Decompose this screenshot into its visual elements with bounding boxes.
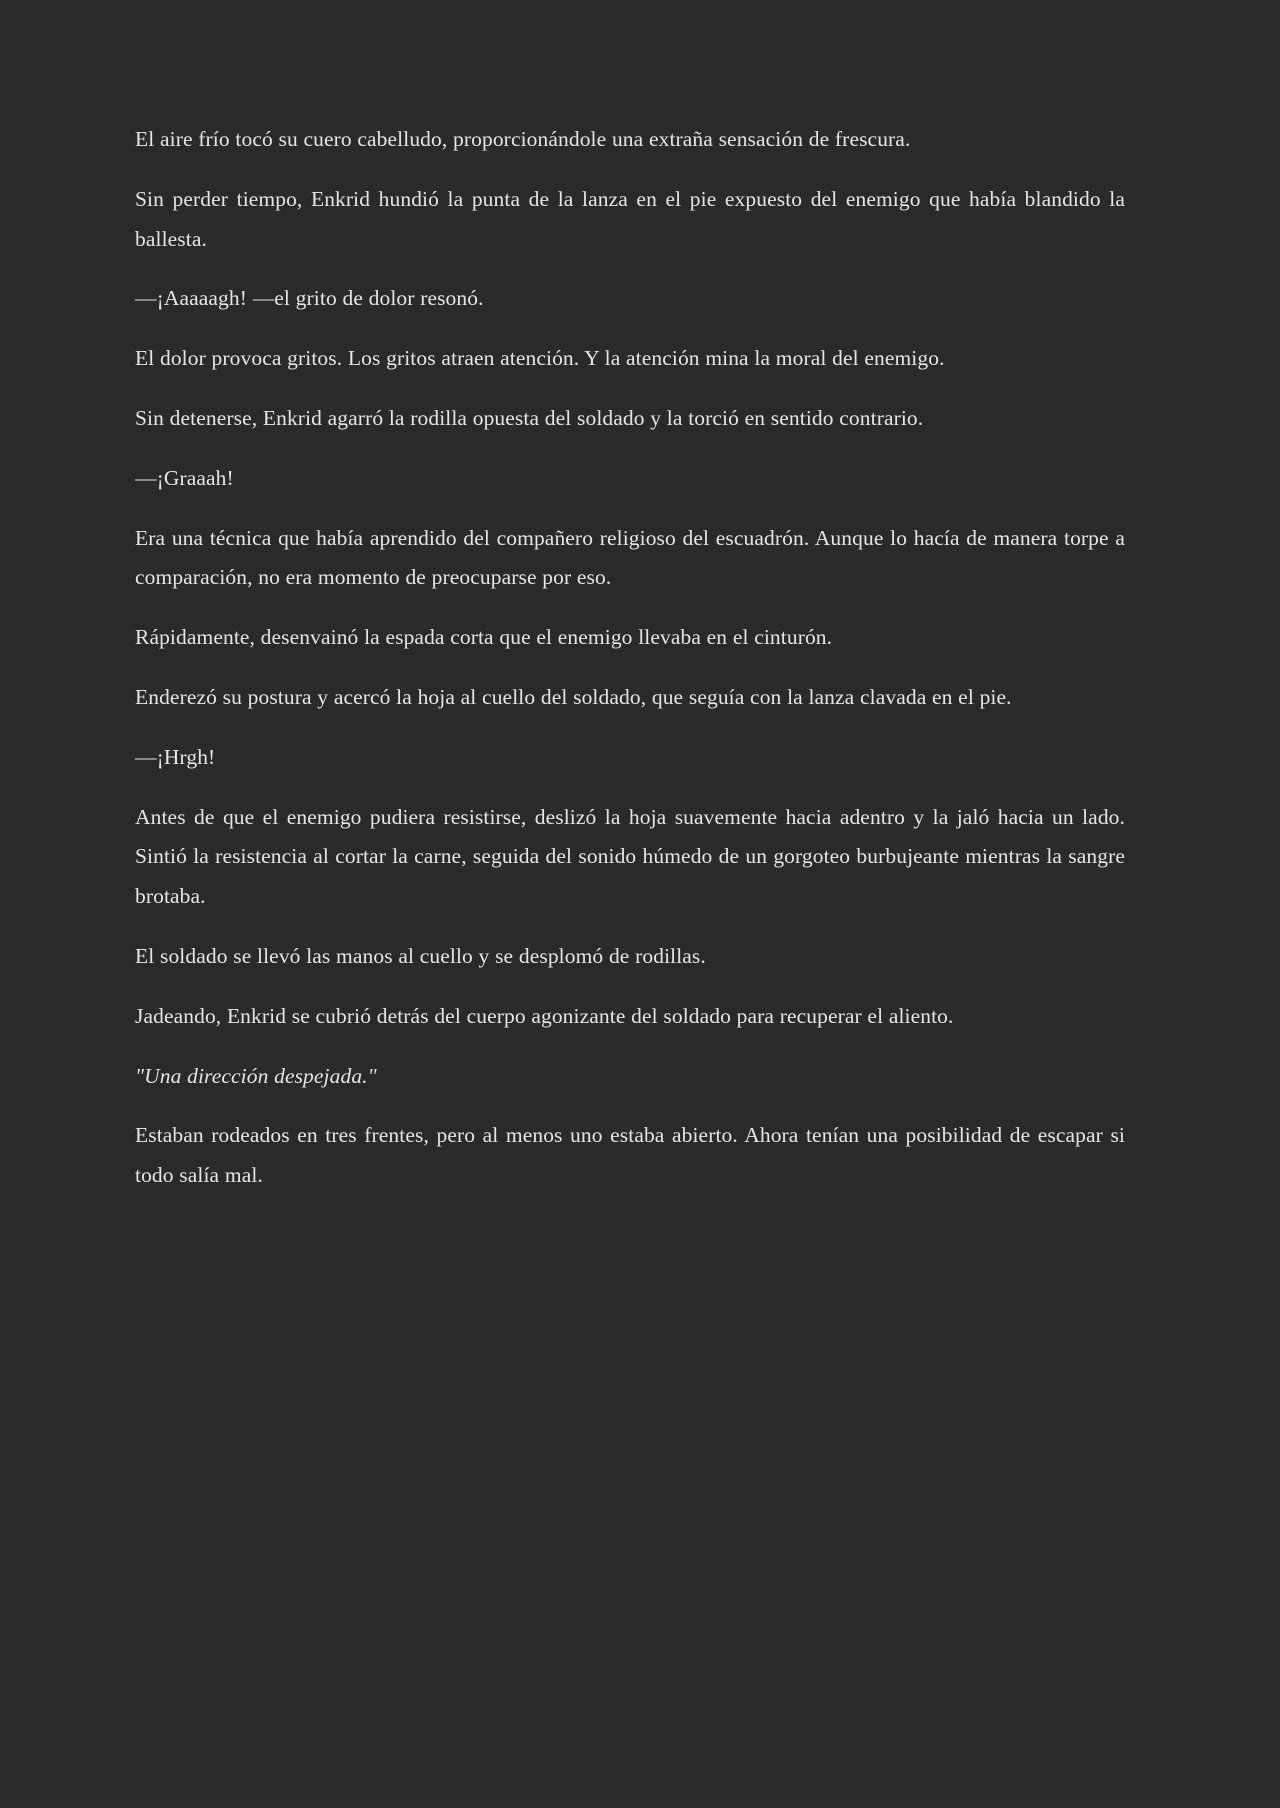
story-paragraph: Era una técnica que había aprendido del compañero religioso del escuadrón. Aunque lo hacía de manera torpe a comparación, no era momento de preocuparse por eso.	[135, 525, 1125, 590]
story-paragraph: Estaban rodeados en tres frentes, pero al menos uno estaba abierto. Ahora tenían una posibilidad de escapar si todo salía mal.	[135, 1123, 1125, 1188]
story-dialogue-line: —¡Aaaaagh! —el grito de dolor resonó.	[135, 286, 484, 311]
story-dialogue-line: —¡Graaah!	[135, 465, 234, 490]
story-paragraph: El soldado se llevó las manos al cuello y se desplomó de rodillas.	[135, 943, 706, 968]
story-paragraph: Antes de que el enemigo pudiera resistirse, deslizó la hoja suavemente hacia adentro y la jaló hacia un lado. Sintió la resistencia al cortar la carne, seguida del sonido húmedo de un gorgoteo burbujeante mientras la sangre brotaba.	[135, 804, 1125, 909]
story-paragraph: El dolor provoca gritos. Los gritos atraen atención. Y la atención mina la moral del enemigo.	[135, 346, 945, 371]
story-paragraph: Enderezó su postura y acercó la hoja al cuello del soldado, que seguía con la lanza clavada en el pie.	[135, 684, 1012, 709]
story-inner-thought: "Una dirección despejada."	[135, 1063, 377, 1088]
story-paragraph: El aire frío tocó su cuero cabelludo, proporcionándole una extraña sensación de frescura.	[135, 127, 911, 151]
story-dialogue-line: —¡Hrgh!	[135, 744, 216, 769]
story-paragraph: Rápidamente, desenvainó la espada corta que el enemigo llevaba en el cinturón.	[135, 625, 833, 650]
story-paragraph: Sin perder tiempo, Enkrid hundió la punta de la lanza en el pie expuesto del enemigo que había blandido la ballesta.	[135, 186, 1125, 251]
story-paragraph: Jadeando, Enkrid se cubrió detrás del cuerpo agonizante del soldado para recuperar el aliento.	[135, 1003, 954, 1028]
story-paragraph: Sin detenerse, Enkrid agarró la rodilla opuesta del soldado y la torció en sentido contrario.	[135, 405, 924, 430]
reader-content	[135, 120, 1125, 1196]
